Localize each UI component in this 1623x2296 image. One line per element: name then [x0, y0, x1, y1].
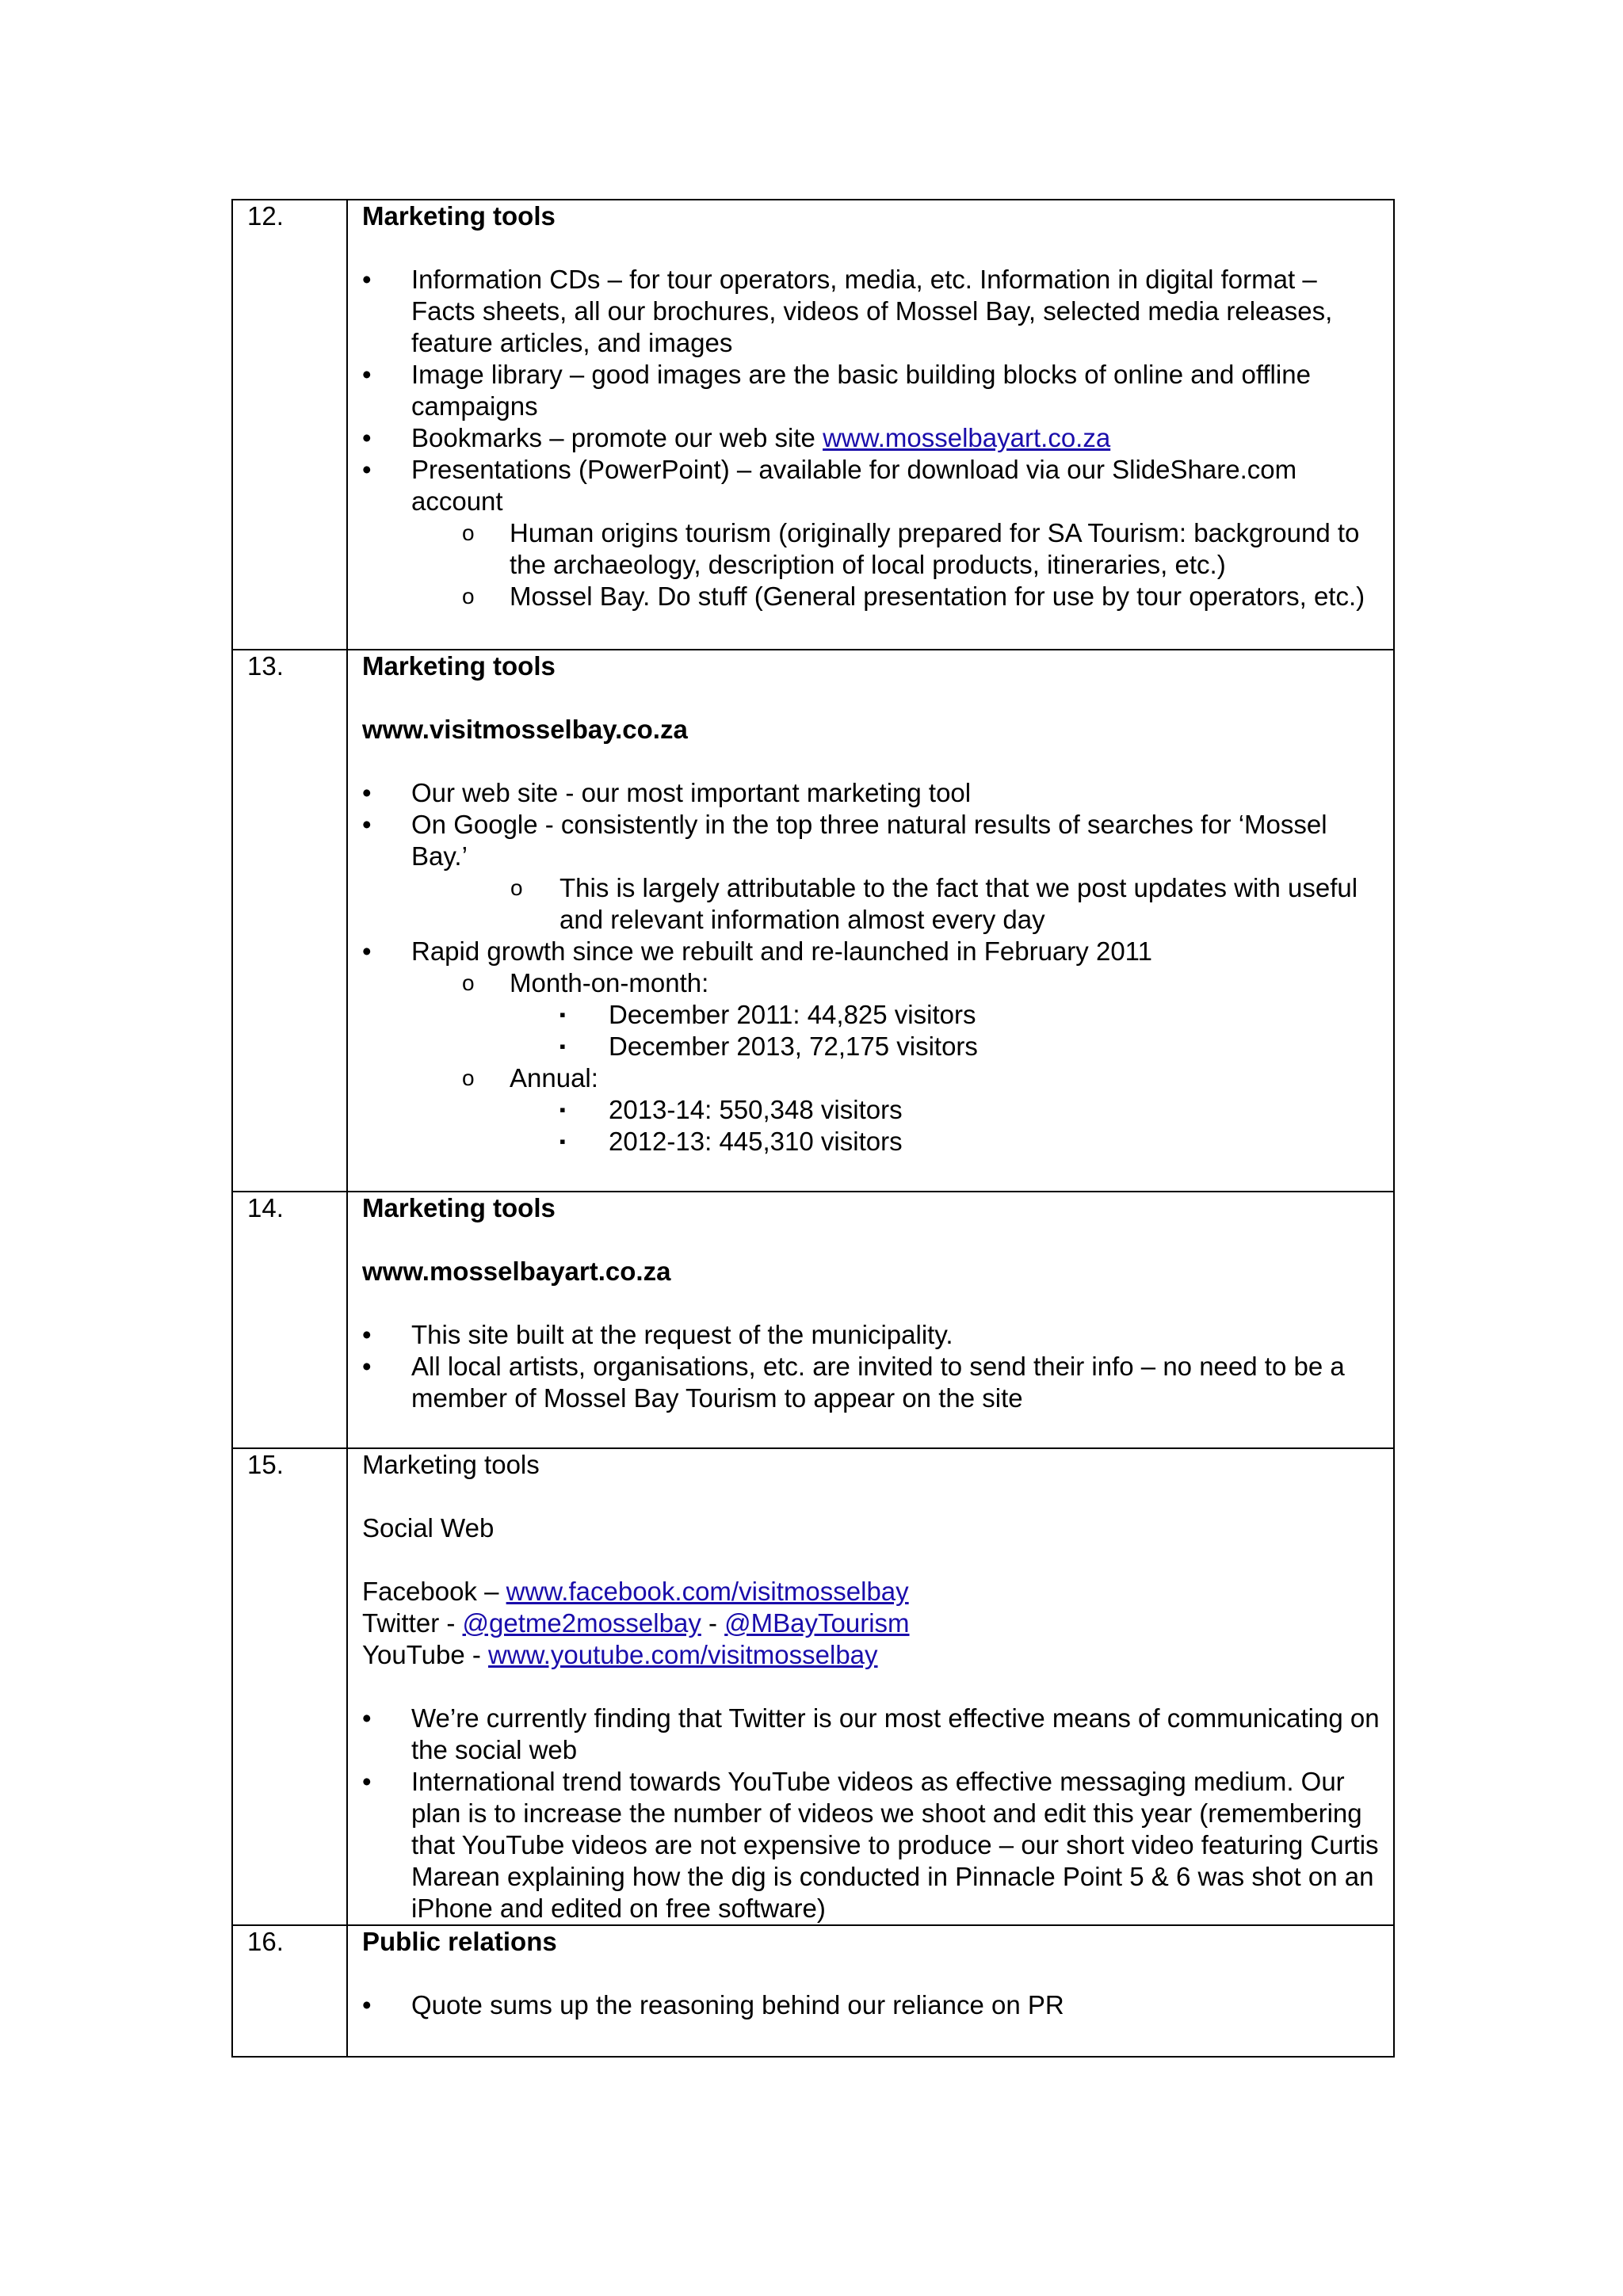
sub-sub-list-item: [362, 1031, 1385, 1062]
list-item-text: Rapid growth since we rebuilt and re-launched in February 2011: [411, 936, 1152, 966]
row-content-cell: [347, 1925, 1394, 2057]
row-heading: Marketing tools: [362, 1193, 556, 1222]
list-item-text: On Google - consistently in the top three natural results of searches for ‘Mossel Bay.’: [411, 810, 1327, 871]
row-content-cell: [347, 1192, 1394, 1448]
bullet-icon: •: [362, 1703, 372, 1733]
row-content-cell: [347, 200, 1394, 650]
circle-bullet-icon: o: [462, 971, 475, 995]
row-heading: Public relations: [362, 1927, 557, 1956]
row-subheading: www.mosselbayart.co.za: [362, 1257, 671, 1286]
twitter-link-mbaytourism[interactable]: @MBayTourism: [724, 1608, 910, 1638]
row-number: 13.: [247, 651, 284, 681]
twitter-line: [362, 1608, 1385, 1639]
square-bullet-icon: ▪: [559, 1005, 566, 1024]
circle-bullet-icon: o: [462, 521, 475, 545]
sub-list-item-text: Annual:: [510, 1063, 598, 1093]
bullet-icon: •: [362, 936, 372, 966]
sub-list-item: [362, 517, 1385, 581]
list-item-text: Quote sums up the reasoning behind our reliance on PR: [411, 1990, 1064, 2019]
list-item-text: Image library – good images are the basic building blocks of online and offline campaigns: [411, 360, 1311, 421]
table-row-14: [232, 1192, 1394, 1448]
row-number-cell: [232, 200, 347, 650]
circle-bullet-icon: o: [510, 875, 523, 900]
table-row-16: [232, 1925, 1394, 2057]
list-item-text: Information CDs – for tour operators, media, etc. Information in digital format – Facts sheets, all our brochures, videos of Mossel Bay, selected media releases, feature articles, and images: [411, 265, 1333, 357]
square-bullet-icon: ▪: [559, 1036, 566, 1056]
sub-sub-list-item-text: December 2011: 44,825 visitors: [609, 1000, 976, 1029]
sub-sub-list-item: [362, 999, 1385, 1031]
row-number-cell: [232, 1192, 347, 1448]
row-number-cell: [232, 1448, 347, 1925]
list-item: [362, 936, 1385, 967]
list-item-text: This site built at the request of the municipality.: [411, 1320, 953, 1349]
list-item: [362, 454, 1385, 517]
list-item: [362, 809, 1385, 872]
document-table: [231, 199, 1395, 2058]
bullet-icon: •: [362, 1352, 372, 1381]
row-number-cell: [232, 1925, 347, 2057]
bullet-icon: •: [362, 778, 372, 807]
list-item-text: We’re currently finding that Twitter is our most effective means of communicating on the social web: [411, 1703, 1380, 1764]
sub-sub-list-item-text: 2012-13: 445,310 visitors: [609, 1127, 903, 1156]
square-bullet-icon: ▪: [559, 1100, 566, 1119]
twitter-separator: -: [701, 1608, 725, 1638]
table-row-15: [232, 1448, 1394, 1925]
row-number: 15.: [247, 1450, 284, 1479]
sub-list-item-text: This is largely attributable to the fact that we post updates with useful and relevant information almost every day: [559, 873, 1358, 934]
sub-sub-list-item-text: 2013-14: 550,348 visitors: [609, 1095, 903, 1124]
youtube-label: YouTube -: [362, 1640, 489, 1669]
bullet-icon: •: [362, 455, 372, 484]
row-number-cell: [232, 650, 347, 1192]
circle-bullet-icon: o: [462, 584, 475, 608]
facebook-line: [362, 1576, 1385, 1608]
circle-bullet-icon: o: [462, 1066, 475, 1090]
sub-sub-list-item: [362, 1126, 1385, 1158]
sub-sub-list-item: [362, 1094, 1385, 1126]
bullet-icon: •: [362, 360, 372, 389]
list-item: [362, 1766, 1385, 1924]
bullet-icon: •: [362, 265, 372, 294]
list-item-text: Bookmarks – promote our web site: [411, 423, 823, 452]
table-row-13: [232, 650, 1394, 1192]
list-item: [362, 777, 1385, 809]
list-item: [362, 1319, 1385, 1351]
sub-list-item: [362, 581, 1385, 612]
list-item: [362, 422, 1385, 454]
square-bullet-icon: ▪: [559, 1131, 566, 1151]
bullet-icon: •: [362, 810, 372, 839]
row-heading: Marketing tools: [362, 651, 556, 681]
row-number: 14.: [247, 1193, 284, 1222]
bullet-icon: •: [362, 1990, 372, 2019]
list-item-text: All local artists, organisations, etc. are invited to send their info – no need to be a member of Mossel Bay Tourism to appear on the site: [411, 1352, 1345, 1413]
facebook-link[interactable]: www.facebook.com/visitmosselbay: [506, 1577, 909, 1606]
row-heading: Marketing tools: [362, 1450, 540, 1479]
list-item: [362, 1351, 1385, 1414]
twitter-label: Twitter -: [362, 1608, 463, 1638]
list-item-text: Presentations (PowerPoint) – available for download via our SlideShare.com account: [411, 455, 1297, 516]
sub-list-item: [362, 872, 1385, 936]
list-item-text: International trend towards YouTube videos as effective messaging medium. Our plan is to increase the number of videos we shoot and edit this year (remembering that YouTube videos are not expensive to produce – our short video featuring Curtis Marean explaining how the dig is conducted in Pinnacle Point 5 & 6 was shot on an iPhone and edited on free software): [411, 1767, 1379, 1923]
row-subheading: Social Web: [362, 1513, 495, 1543]
bullet-icon: •: [362, 1767, 372, 1796]
list-item-text: Our web site - our most important marketing tool: [411, 778, 972, 807]
list-item: [362, 1989, 1385, 2021]
facebook-label: Facebook –: [362, 1577, 506, 1606]
youtube-link[interactable]: www.youtube.com/visitmosselbay: [488, 1640, 878, 1669]
table-row-12: [232, 200, 1394, 650]
bullet-icon: •: [362, 423, 372, 452]
bullet-icon: •: [362, 1320, 372, 1349]
mosselbayart-link[interactable]: www.mosselbayart.co.za: [823, 423, 1111, 452]
list-item: [362, 359, 1385, 422]
sub-list-item: [362, 1062, 1385, 1094]
sub-list-item: [362, 967, 1385, 999]
row-number: 12.: [247, 201, 284, 231]
row-number: 16.: [247, 1927, 284, 1956]
sub-list-item-text: Human origins tourism (originally prepared for SA Tourism: background to the archaeology, description of local products, itineraries, etc.): [510, 518, 1360, 579]
row-subheading: www.visitmosselbay.co.za: [362, 715, 688, 744]
sub-list-item-text: Mossel Bay. Do stuff (General presentation for use by tour operators, etc.): [510, 582, 1365, 611]
sub-sub-list-item-text: December 2013, 72,175 visitors: [609, 1032, 978, 1061]
youtube-line: [362, 1639, 1385, 1671]
row-content-cell: [347, 1448, 1394, 1925]
row-content-cell: [347, 650, 1394, 1192]
sub-list-item-text: Month-on-month:: [510, 968, 709, 997]
list-item: [362, 1703, 1385, 1766]
list-item: [362, 264, 1385, 359]
row-heading: Marketing tools: [362, 201, 556, 231]
twitter-link-getme2mosselbay[interactable]: @getme2mosselbay: [462, 1608, 701, 1638]
